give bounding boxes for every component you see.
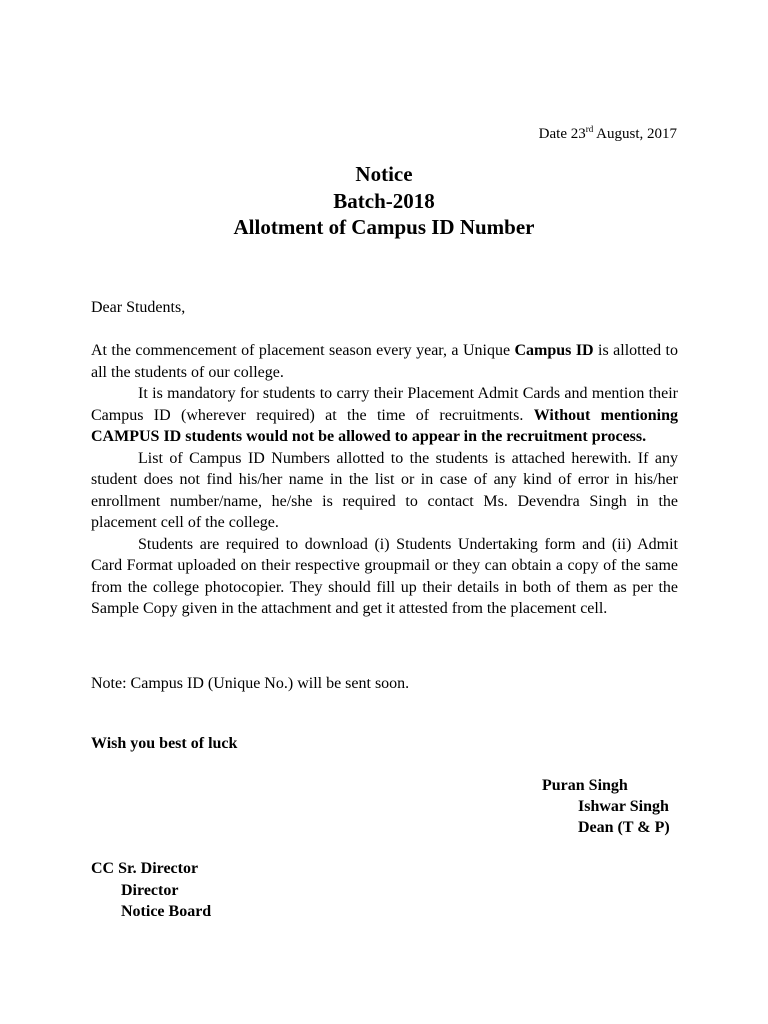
signature-designation: Dean (T & P) xyxy=(578,819,670,836)
salutation: Dear Students, xyxy=(91,299,186,316)
heading-subject: Allotment of Campus ID Number xyxy=(233,215,535,239)
notice-body xyxy=(91,340,678,620)
cc-line-3: Notice Board xyxy=(121,903,212,920)
date-prefix: Date 23 xyxy=(538,126,586,142)
para2-before: It is mandatory for students to carry their Placement Admit Cards and mention their Campus ID (wherever required) at the time of recruitments. xyxy=(91,385,678,424)
signature-block xyxy=(542,775,670,838)
paragraph-download: Students are required to download (i) Students Undertaking form and (ii) Admit Card Format uploaded on their respective groupmail or they can obtain a copy of the same from the college photocopier. They should fill up their details in both of them as per the Sample Copy given in the attachment and get it attested from the placement cell. xyxy=(91,535,678,617)
paragraph-campus-id xyxy=(91,340,678,383)
closing-line: Wish you best of luck xyxy=(91,735,238,752)
cc-line-2: Director xyxy=(121,881,179,899)
cc-block xyxy=(91,858,211,923)
heading-batch: Batch-2018 xyxy=(333,188,435,213)
para2-bold: Without mentioning CAMPUS ID students would not be allowed to appear in the recruitment process. xyxy=(91,406,678,445)
signature-name-1: Puran Singh xyxy=(542,777,628,794)
para1-after: is allotted to all the students of our college. xyxy=(91,342,678,381)
signature-name-2: Ishwar Singh xyxy=(578,798,669,815)
paragraph-mandatory xyxy=(91,383,678,448)
cc-line-1: CC Sr. Director xyxy=(91,860,199,877)
para1-before: At the commencement of placement season every year, a Unique xyxy=(91,342,515,359)
paragraph-list: List of Campus ID Numbers allotted to the students is attached herewith. If any student does not find his/her name in the list or in case of any kind of error in his/her enrollment number/name, he/she is required to contact Ms. Devendra Singh in the placement cell of the college. xyxy=(91,449,678,531)
notice-heading xyxy=(0,161,768,241)
para1-bold: Campus ID xyxy=(514,342,594,359)
date-suffix: August, 2017 xyxy=(593,126,677,142)
notice-date xyxy=(539,124,677,144)
date-superscript: rd xyxy=(585,124,594,134)
heading-notice: Notice xyxy=(355,162,413,186)
note: Note: Campus ID (Unique No.) will be sent soon. xyxy=(91,675,410,692)
